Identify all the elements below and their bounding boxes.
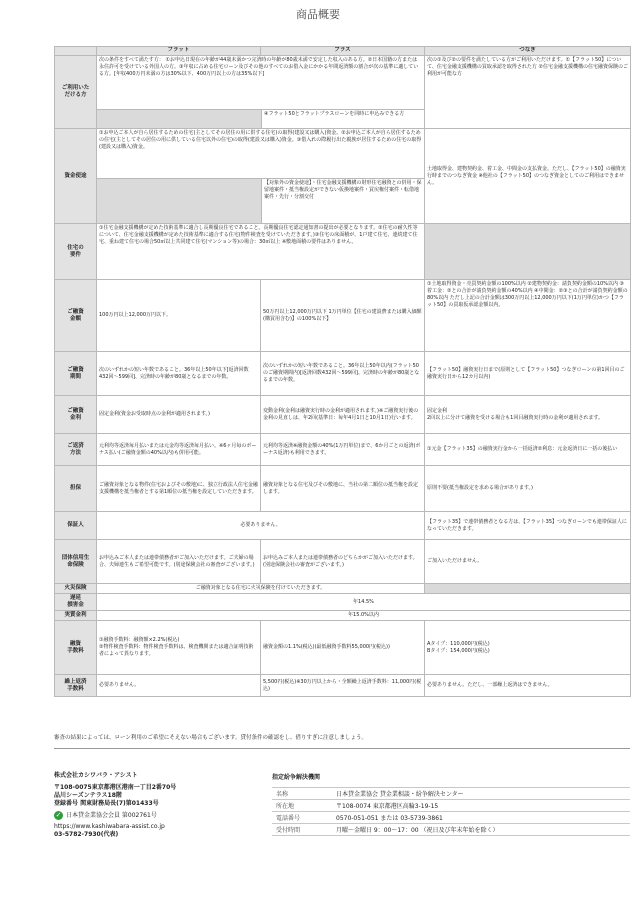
cell-house-tsunagi-blank	[425, 224, 631, 280]
row-label-target: ご利用いた だける方	[55, 56, 97, 129]
cell-house-flat-plus: ①住宅金融支援機構が定めた技術基準に適合し長期優良住宅であること。長期優良住宅認定通知書の提出が必要となります。②住宅の耐久性等について、住宅金融支援機構が定めた技術基準に適合する住宅(物件検査を受けていただきます。)③住宅の床面積が、1戸建て住宅、連続建て住宅、重ね建て住宅の場合50㎡以上共同建て住宅(マンション等)の場合：30㎡以上 ※敷地面積の要件はありません。	[97, 224, 425, 280]
cell-term-flat: 次のいずれかの短い年数であること。36年以上50年以下[返済回数432回〜599回]、完済時の年齢が80歳となるまでの年数。	[97, 352, 261, 396]
cell-fire-flat-plus: ご融資対象となる住宅に火災保険を付けていただきます。	[97, 584, 425, 594]
adr-value: 月曜〜金曜日 9：00〜17：00 （祝日及び年末年始を除く）	[332, 824, 630, 836]
adr-key: 名称	[272, 788, 332, 800]
company-url-link[interactable]: https://www.kashiwabara-assist.co.jp	[54, 823, 165, 830]
cell-term-plus: 次のいずれかの短い年数であること。36年以上50年以内(フラット50のご融資期間内)[返済回数432回〜599回]、完済時の年齢が80歳となるまでの年数。	[261, 352, 425, 396]
association-member	[54, 811, 254, 820]
cell-repay-plus: 元利均等返済※融資金額の40%(1万円単位)まで、6か月ごとの返済(ボーナス返済)も利用できます。	[261, 434, 425, 466]
row-term	[55, 352, 631, 396]
row-apr	[55, 611, 631, 621]
adr-value: 〒108-0074 東京都港区高輪3-19-15	[332, 800, 630, 812]
adr-key: 所在地	[272, 800, 332, 812]
adr-row	[272, 824, 630, 836]
adr-row	[272, 812, 630, 824]
row-guarantor	[55, 512, 631, 540]
company-name: 株式会社カシワバラ・アシスト	[54, 772, 138, 779]
cell-rate-tsunagi: 固定金利 2回以上に分けて融資を受ける場合も1回目融資実行時の金利が適用されます。	[425, 396, 631, 434]
cell-purpose-plus: 【対象外の資金使途】・住宅金融支援機構の財形住宅融資との併用・保留地案件・抵当権設定ができない仮換地案件・買戻権付案件・転借地案件・先行・分割交付	[264, 180, 422, 200]
cell-rate-plus: 変動金利(金利は融資実行時の金利が適用されます。)※ご融資実行後の金利の見直しは、年2回(基準日：毎年4月1日と10月1日)行います。	[261, 396, 425, 434]
cell-target-flat: 次の条件をすべて満たす方： ①お申込日現在の年齢が44歳未満かつ完済時の年齢が80歳未満で安定した収入のある方。②日本国籍の方または永住許可を受けている外国人の方。③年収に占める住宅ローン及びその他のすべてのお借入金にかかる年間返済額の割合が次の基準に適している方。[年収400万円未満の方は30%以下、400万円以上の方は35%以下]	[99, 57, 419, 77]
cell-purpose-flat-plus	[97, 129, 425, 224]
row-label-collateral: 担保	[55, 466, 97, 512]
cell-prepay-tsunagi: 必要ありません。ただし、一部繰上返済はできません。	[425, 675, 631, 697]
row-prepay	[55, 675, 631, 697]
company-tel: 03-5782-7930(代表)	[54, 831, 119, 838]
company-info	[54, 772, 254, 839]
row-label-apr: 実質金利	[55, 611, 97, 621]
row-label-prepay: 繰上返済 手数料	[55, 675, 97, 697]
company-registration: 登録番号 関東財務局長(7)第01433号	[54, 800, 159, 807]
adr-heading: 指定紛争解決機関	[272, 774, 321, 781]
footnote: 審査の結果によっては、ローン利用のご希望にそえない場合もございます。貸付条件の確認をし、借りすぎに注意しましょう。	[54, 735, 367, 741]
product-summary-table	[54, 46, 631, 697]
page-title: 商品概要	[296, 8, 340, 21]
cell-target-tsunagi: 次の①及び②の要件を満たしている方がご利用いただけます。①【フラット50】について、住宅金融支援機構の買取承認を取得された方 ②住宅金融支援機構の住宅融資保険のご利用が可能な方	[425, 56, 631, 129]
cell-collateral-tsunagi: 原則不要(抵当権設定を求める場合があります。)	[425, 466, 631, 512]
row-label-purpose: 資金使途	[55, 129, 97, 224]
cell-insurance-tsunagi: ご加入いただけません。	[425, 540, 631, 584]
row-amount	[55, 280, 631, 352]
cell-purpose-tsunagi: 土地取得金、建物契約金、着工金、中間金の支払資金。ただし、【フラット50】の融資実行時までのつなぎ資金 ※他社の【フラット50】のつなぎ資金としてのご利用はできません。	[425, 129, 631, 224]
column-header-tsunagi: つなぎ	[425, 47, 631, 56]
cell-term-tsunagi: 【フラット50】融資実行日まで(原則として【フラット50】つなぎローンの第1回目のご融資実行日から12カ月以内)	[425, 352, 631, 396]
row-label-fee: 融資 手数料	[55, 621, 97, 675]
row-house	[55, 224, 631, 280]
row-label-term: ご融資 期間	[55, 352, 97, 396]
adr-table	[272, 787, 630, 836]
adr-key: 電話番号	[272, 812, 332, 824]
adr-value: 0570-051-051 または 03-5739-3861	[332, 812, 630, 824]
row-insurance	[55, 540, 631, 584]
cell-fire-tsunagi-blank	[425, 584, 631, 594]
column-header-flat: フラット	[97, 47, 261, 56]
row-label-rate: ご融資 金利	[55, 396, 97, 434]
cell-amount-plus: 50万円以上12,000万円以下 1万円単位【住宅の建設費または購入価額(購買用含む)】の100%以下】	[261, 280, 425, 352]
cell-guarantor-flat-plus: 必要ありません。	[97, 512, 425, 540]
row-label-repay: ご返済 方法	[55, 434, 97, 466]
cell-late-rate: 年14.5%	[97, 594, 631, 611]
cell-fee-tsunagi: Aタイプ：110,000円(税込) Bタイプ：154,000円(税込)	[425, 621, 631, 675]
cell-insurance-flat: お申込みご本人または連帯債務者がご加入いただけます。ご夫婦の場合、夫婦連生もご希望可能です。(別途保険会社の審査がございます。)	[97, 540, 261, 584]
row-label-house: 住宅の 要件	[55, 224, 97, 280]
cell-target-plus: ④フラット50とフラットプラスローンを同時に申込みできる方	[264, 111, 405, 117]
cell-repay-flat: 元利均等返済毎月払いまたは元金均等返済毎月払い。※6ヶ月毎のボーナス払い(ご融資金額の40%以内)も併用可能。	[97, 434, 261, 466]
adr-key: 受付時間	[272, 824, 332, 836]
row-collateral	[55, 466, 631, 512]
row-label-late-rate: 遅延 損害金	[55, 594, 97, 611]
cell-insurance-plus: お申込みご本人または連帯債務者のどちらかがご加入いただけます。(別途保険会社の審査がございます。)	[261, 540, 425, 584]
cell-fee-plus: 融資金額の1.1%(税込)(最低融資手数料55,000円(税込))	[261, 621, 425, 675]
cell-amount-flat: 100万円以上12,000万円以下。	[97, 280, 261, 352]
cell-apr: 年15.0%以内	[97, 611, 631, 621]
divider	[54, 748, 630, 749]
cell-fee-flat: ①融資手数料：融資額×2.2%(税込) ②物件検査手数料：物件検査手数料は、検査機関または適合証明技術者によって異なります。	[97, 621, 261, 675]
header-corner	[55, 47, 97, 56]
row-target	[55, 56, 631, 129]
cell-target-blank	[97, 110, 262, 128]
cell-target-flat-plus	[97, 56, 425, 129]
adr-value: 日本貸金業協会 貸金業相談・紛争解決センター	[332, 788, 630, 800]
cell-prepay-plus: 5,500円(税込)※30万円以上から・全額繰上返済手数料：11,000円(税込)	[261, 675, 425, 697]
row-rate	[55, 396, 631, 434]
row-fee	[55, 621, 631, 675]
row-label-fire: 火災保険	[55, 584, 97, 594]
table-header-row	[55, 47, 631, 56]
cell-guarantor-tsunagi: 【フラット35】で連帯債務者となる方は、【フラット35】つなぎローンでも連帯保証人になっていただきます。	[425, 512, 631, 540]
column-header-plus: プラス	[261, 47, 425, 56]
adr-row	[272, 800, 630, 812]
row-repay	[55, 434, 631, 466]
cell-purpose-blank	[97, 179, 262, 223]
row-fire	[55, 584, 631, 594]
company-address-line2: 品川シーズンテラス18階	[54, 792, 122, 799]
row-label-insurance: 団体信用生 命保険	[55, 540, 97, 584]
adr-row	[272, 788, 630, 800]
association-check-icon: ✓	[55, 811, 62, 819]
cell-amount-tsunagi: ①土地取得資金・売買契約金額の100%以内 ②建物契約金：請負契約金額の10%以内 ③着工金：②との合計が請負契約金額の40%以内 ④中間金：②③との合計が請負契約金額の80%以内 ただし上記の合計金額は300万円以上12,000万円以下(1万円単位)かつ【フラット50】の買取仮承認金額以内。	[425, 280, 631, 352]
row-late-rate	[55, 594, 631, 611]
cell-repay-tsunagi: ①元金【フラット35】の融資実行金から一括返済②利息：元金返済日に一括の後払い	[425, 434, 631, 466]
cell-rate-flat: 固定金利(資金お受取時点の金利が適用されます。)	[97, 396, 261, 434]
row-label-amount: ご融資 金額	[55, 280, 97, 352]
cell-collateral-flat: ご融資対象となる物件(住宅およびその敷地)に、独立行政法人住宅金融支援機構を抵当権者とする第1順位の抵当権を設定していただきます。	[97, 466, 261, 512]
row-purpose	[55, 129, 631, 224]
cell-purpose-flat: ①お申込ご本人が自ら居住するための住宅(主としてその居住の用に供する住宅)の取得(建設又は購入)資金。②お申込ご本人が自ら居住するための住宅(主としてその居住の用に供している住宅以外の住宅)の取得(建設又は購入)資金。③借入れの際履行出た親族が居住するための住宅の取得(建設又は購入)資金。	[99, 130, 422, 150]
company-address-line1: 〒108-0075東京都港区港南一丁目2番70号	[54, 784, 177, 791]
association-member-text: 日本貸金業協会会員 第002761号	[66, 811, 157, 819]
cell-prepay-flat: 必要ありません。	[97, 675, 261, 697]
cell-collateral-plus: 融資対象となる住宅及びその敷地に、当社の第二順位の抵当権を設定します。	[261, 466, 425, 512]
row-label-guarantor: 保証人	[55, 512, 97, 540]
